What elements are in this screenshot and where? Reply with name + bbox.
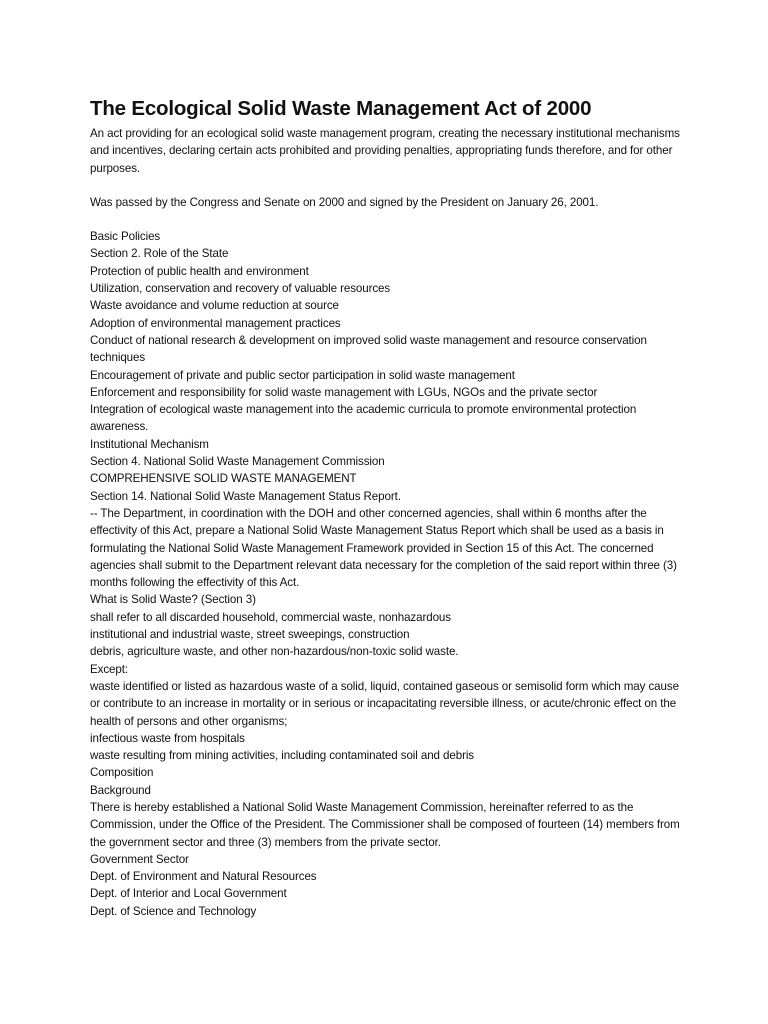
heading-comprehensive: COMPREHENSIVE SOLID WASTE MANAGEMENT [90, 472, 357, 486]
policy-item: Integration of ecological waste management into the academic curricula to promote environmental protection awareness. [90, 403, 637, 434]
definition-line: shall refer to all discarded household, commercial waste, nonhazardous [90, 610, 451, 624]
exception-item: waste identified or listed as hazardous waste of a solid, liquid, contained gaseous or semisolid form which may cause or contribute to an increase in mortality or in serious or incapacitating reversible illness, or acute/chronic effect on the health of persons and other organisms; [90, 679, 679, 728]
background-paragraph: There is hereby established a National Solid Waste Management Commission, hereinafter referred to as the Commission, under the Office of the President. The Commissioner shall be composed of fourteen (14) members from the government sector and three (3) members from the private sector. [90, 800, 680, 849]
policy-item: Enforcement and responsibility for solid waste management with LGUs, NGOs and the private sector [90, 385, 598, 399]
government-member: Dept. of Environment and Natural Resources [90, 870, 317, 884]
exception-item: infectious waste from hospitals [90, 731, 245, 745]
government-member: Dept. of Interior and Local Government [90, 887, 287, 901]
heading-institutional-mechanism: Institutional Mechanism [90, 437, 209, 451]
document-page [90, 96, 680, 920]
passed-paragraph: Was passed by the Congress and Senate on 2000 and signed by the President on January 26, 2001. [90, 195, 599, 209]
policy-item: Conduct of national research & development on improved solid waste management and resource conservation techniques [90, 333, 647, 365]
policy-item: Utilization, conservation and recovery of valuable resources [90, 282, 391, 296]
exception-item: waste resulting from mining activities, including contaminated soil and debris [90, 749, 475, 763]
heading-section-14: Section 14. National Solid Waste Management Status Report. [90, 489, 401, 503]
heading-background: Background [90, 783, 151, 797]
section-14-body: -- The Department, in coordination with the DOH and other concerned agencies, shall within 6 months after the effectivity of this Act, prepare a National Solid Waste Management Status Report which shall be used as a basis in formulating the National Solid Waste Management Framework provided in Section 15 of this Act. The concerned agencies shall submit to the Department relevant data necessary for the completion of the said report within three (3) months following the effectivity of this Act. [90, 506, 677, 590]
definition-line: institutional and industrial waste, street sweepings, construction [90, 628, 410, 642]
definition-line: debris, agriculture waste, and other non-hazardous/non-toxic solid waste. [90, 645, 459, 659]
paragraph-gap [90, 211, 680, 228]
policy-item: Encouragement of private and public sector participation in solid waste management [90, 368, 515, 382]
paragraph-gap [90, 177, 680, 194]
policy-item: Protection of public health and environment [90, 264, 309, 278]
heading-what-is-solid-waste: What is Solid Waste? (Section 3) [90, 593, 256, 607]
document-title: The Ecological Solid Waste Management Act of 2000 [90, 97, 592, 120]
policy-item: Waste avoidance and volume reduction at source [90, 299, 339, 313]
heading-basic-policies: Basic Policies [90, 230, 161, 244]
government-member: Dept. of Science and Technology [90, 904, 257, 918]
heading-section-4: Section 4. National Solid Waste Management Commission [90, 455, 385, 469]
heading-section-2: Section 2. Role of the State [90, 247, 229, 261]
intro-paragraph: An act providing for an ecological solid waste management program, creating the necessary institutional mechanisms and incentives, declaring certain acts prohibited and providing penalties, appropriating funds therefore, and for other purposes. [90, 127, 680, 175]
heading-except: Except: [90, 662, 128, 676]
heading-composition: Composition [90, 766, 154, 780]
heading-government-sector: Government Sector [90, 852, 189, 866]
policy-item: Adoption of environmental management practices [90, 316, 341, 330]
